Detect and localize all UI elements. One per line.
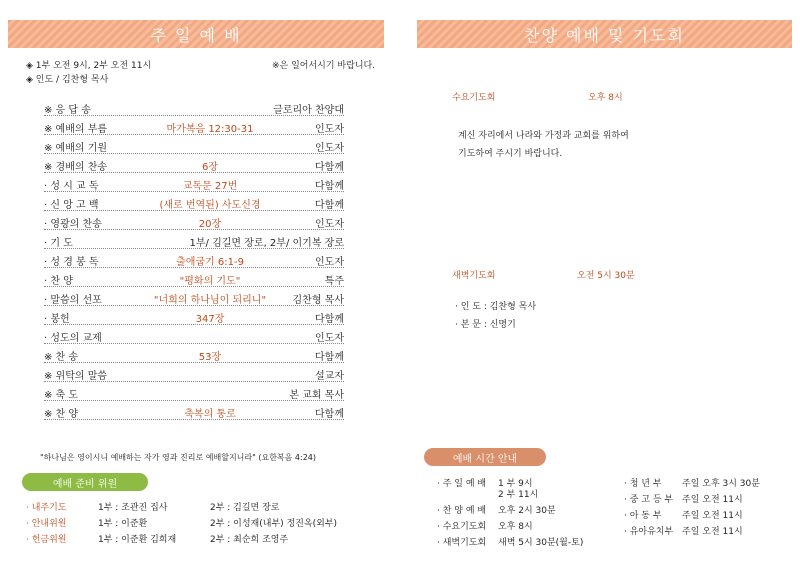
committee-p1: 1부 : 이준환 김희재 [98, 535, 177, 545]
order-label: · 성도의 교제 [44, 333, 102, 344]
schedule-label: · 새벽기도회 [437, 538, 487, 548]
schedule-label: · 청 년 부 [624, 479, 662, 489]
diamond-icon: ◈ [26, 75, 36, 85]
committee-p2: 2부 : 최순희 조영주 [210, 535, 289, 545]
sunday-worship-banner: 주 일 예 배 [8, 20, 384, 48]
order-label: ※ 예배의 기원 [44, 143, 108, 154]
order-row [44, 344, 344, 363]
order-row [44, 363, 344, 382]
order-mid: (새로 번역된) 사도신경 [159, 200, 261, 211]
praise-prayer-banner: 찬양 예배 및 기도회 [417, 20, 792, 48]
order-right: 다함께 [315, 200, 344, 211]
order-right: 본 교회 목사 [289, 390, 344, 401]
order-row [44, 287, 344, 306]
dawn-prayer-title: 새벽기도회 [452, 271, 496, 281]
order-right: 설교자 [315, 371, 344, 382]
order-row [44, 268, 344, 287]
order-row [44, 382, 344, 401]
committee-p2: 2부 : 이성재(내부) 정진옥(외부) [210, 519, 338, 529]
service-times: ◈ 1부 오전 9시, 2부 오전 11시 [26, 61, 152, 71]
dotted-divider [44, 419, 344, 420]
order-label: ※ 축 도 [44, 390, 79, 401]
schedule-label: · 수요기도회 [437, 522, 487, 532]
wed-prayer-title: 수요기도회 [452, 93, 496, 103]
order-mid: 6장 [201, 162, 219, 173]
schedule-value: 새벽 5시 30분(월-토) [498, 538, 584, 548]
committee-p2: 2부 : 김길면 장로 [210, 503, 280, 513]
order-label: ※ 찬 양 [44, 409, 79, 420]
order-row [44, 211, 344, 230]
order-row [44, 249, 344, 268]
order-label: · 말씀의 선포 [44, 295, 102, 306]
order-right: 다함께 [315, 162, 344, 173]
order-label: · 기 도 [44, 238, 73, 249]
order-mid: 축복의 통로 [184, 409, 236, 420]
order-label: ※ 응 답 송 [44, 105, 91, 116]
diamond-icon: ◈ [26, 61, 36, 71]
wed-prayer-line1: 계신 자리에서 나라와 가정과 교회를 위하여 [458, 131, 629, 141]
committee-role: · 내주기도 [26, 503, 67, 513]
order-right: 다함께 [315, 352, 344, 363]
schedule-value: 주일 오후 3시 30분 [682, 479, 760, 489]
order-right: 다함께 [315, 314, 344, 325]
schedule-value: 주일 오전 11시 [682, 511, 743, 521]
order-row [44, 401, 344, 420]
order-mid: 교독문 27번 [182, 181, 238, 192]
order-right: 인도자 [315, 124, 344, 135]
order-row [44, 135, 344, 154]
committee-role: · 헌금위원 [26, 535, 67, 545]
order-mid: 마가복음 12:30-31 [166, 124, 254, 135]
order-label: · 영광의 찬송 [44, 219, 102, 230]
order-mid: 347장 [195, 314, 225, 325]
order-label: · 봉헌 [44, 314, 70, 325]
order-right: 김찬형 목사 [292, 295, 344, 306]
leader-line: ◈ 인도 / 김찬형 목사 [26, 75, 109, 85]
order-right: 다함께 [315, 409, 344, 420]
committee-title: 예배 준비 위원 [22, 473, 148, 491]
order-label: · 성 시 교 독 [44, 181, 99, 192]
order-row [44, 192, 344, 211]
schedule-value: 오후 8시 [498, 522, 533, 532]
order-mid: 출애굽기 6:1-9 [176, 257, 244, 268]
committee-p1: 1부 : 이준환 [98, 519, 148, 529]
order-right: 인도자 [315, 219, 344, 230]
order-row [44, 173, 344, 192]
order-row [44, 306, 344, 325]
schedule-value: 주일 오전 11시 [682, 527, 743, 537]
schedule-value: 1 부 9시 [498, 479, 533, 489]
schedule-value: 주일 오전 11시 [682, 495, 743, 505]
order-row [44, 230, 344, 249]
order-mid: 53장 [198, 352, 222, 363]
schedule-label: · 중 고 등 부 [624, 495, 674, 505]
schedule-value: 오후 2시 30분 [498, 506, 556, 516]
order-right: 특주 [324, 276, 344, 287]
dawn-text: · 본 문 : 신명기 [455, 320, 516, 330]
order-row [44, 325, 344, 344]
order-label: · 성 경 봉 독 [44, 257, 99, 268]
order-label: ※ 찬 송 [44, 352, 79, 363]
order-row [44, 154, 344, 173]
schedule-label: · 주 일 예 배 [437, 479, 487, 489]
order-label: ※ 예배의 부름 [44, 124, 108, 135]
committee-role: · 안내위원 [26, 519, 67, 529]
schedule-label: · 유아유치부 [624, 527, 674, 537]
committee-p1: 1부 : 조관진 집사 [98, 503, 168, 513]
wed-prayer-line2: 기도하여 주시기 바랍니다. [458, 149, 563, 159]
schedule-label: · 찬 양 예 배 [437, 506, 487, 516]
order-mid: "평화의 기도" [179, 276, 241, 287]
stand-note: ※은 일어서시기 바랍니다. [272, 61, 376, 71]
dawn-leader: · 인 도 : 김찬형 목사 [455, 302, 537, 312]
order-right: 글로리아 찬양대 [273, 105, 344, 116]
order-label: · 신 앙 고 백 [44, 200, 99, 211]
wed-prayer-time: 오후 8시 [588, 93, 623, 103]
order-label: ※ 위탁의 말씀 [44, 371, 108, 382]
schedule-value: 2 부 11시 [498, 490, 539, 500]
order-row [44, 116, 344, 135]
order-row [44, 97, 344, 116]
order-label: ※ 경배의 찬송 [44, 162, 108, 173]
order-right: 다함께 [315, 181, 344, 192]
order-mid: 20장 [198, 219, 222, 230]
schedule-label: · 아 동 부 [624, 511, 662, 521]
dawn-prayer-time: 오전 5시 30분 [577, 271, 635, 281]
order-right: 인도자 [315, 143, 344, 154]
scripture-verse: "하나님은 영이시니 예배하는 자가 영과 진리로 예배할지니라" (요한복음 4:24) [40, 453, 317, 462]
order-right: 인도자 [315, 257, 344, 268]
order-mid: "너희의 하나님이 되리니" [153, 295, 267, 306]
order-right: 1부/ 김길면 장로, 2부/ 이기복 장로 [189, 238, 344, 249]
schedule-title: 예배 시간 안내 [424, 448, 546, 466]
order-right: 인도자 [315, 333, 344, 344]
order-label: · 찬 양 [44, 276, 73, 287]
